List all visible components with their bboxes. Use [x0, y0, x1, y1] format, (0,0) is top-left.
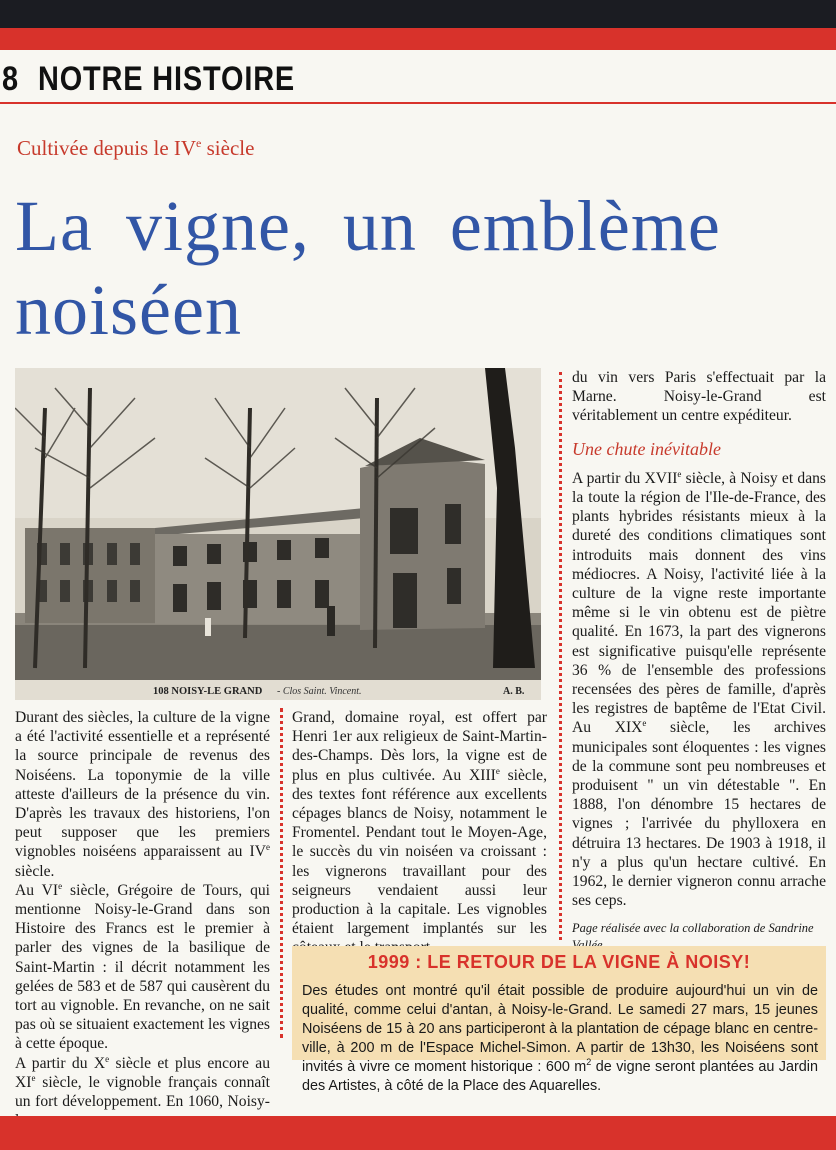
page-number: 8	[2, 60, 19, 98]
photo-caption-right: A. B.	[503, 686, 525, 697]
box-title: 1999 : LE RETOUR DE LA VIGNE À NOISY!	[367, 952, 751, 972]
paragraph: A partir du XVIIe siècle, à Noisy et dans la toute la région de l'Ile-de-France, des plants hybrides résistants mieux à la dureté des conditions climatiques sont introduits mais donnent des vins médiocres. A Noisy, l'activité liée à la culture de la vigne reste importante même si le vin obtenu est de piètre qualité. En 1673, la part des vignerons est significative puisqu'elle représente 36 % de l'ensemble des professions recensées des pères de famille, d'après les registres de baptême de l'Etat Civil. Au XIXe siècle, les archives municipales sont éloquentes : les vignes de la commune sont peu nombreuses et produisent " un vin détestable ". En 1888, l'on dénombre 15 hectares de vignes ; l'arrivée du phylloxera en détruira 13 hectares. De 1903 à 1918, il n'y a plus qu'un hectare cultivé. En 1962, le dernier vigneron connu arrache ses ceps.	[572, 468, 826, 910]
historic-photo	[15, 368, 541, 700]
subheading: Une chute inévitable	[572, 438, 721, 459]
paragraph: Grand, domaine royal, est offert par Henri 1er aux religieux de Saint-Martin-des-Champs. Dès lors, la vigne est de plus en plus cultivée. Au XIIIe siècle, des textes font référence aux excellents cépages blancs de Noisy, notamment le Fromentel. Pendant tout le Moyen-Age, le succès du vin noiséen va croissant : les vignerons travaillant pour des seigneurs vendaient aussi leur production à la capitale. Les vignobles étaient largement implantés sur les	[292, 709, 547, 938]
highlight-box	[292, 946, 826, 1094]
photo-caption-left: 108 NOISY-LE GRAND	[153, 686, 263, 697]
top-red-band	[0, 28, 836, 50]
photo-caption-middle: - Clos Saint. Vincent.	[277, 686, 362, 697]
column-divider-2	[559, 372, 562, 940]
paragraph: Durant des siècles, la culture de la vigne a été l'activité essentielle et a représenté la source principale de revenus des Noiséens. La toponymie de la ville atteste d'ailleurs de la présence du vin. D'après les travaux des historiens, l'on peut supposer que les premiers vignobles noiséens apparaissent au IVe siècle.	[15, 709, 270, 880]
column-divider-1	[280, 708, 283, 1038]
box-text: Des études ont montré qu'il était possible de produire aujourd'hui un vin de qualité, comme celui d'antan, à Noisy-le-Grand. Le samedi 27 mars, 15 jeunes Noiséens de 15 à 20 ans participeront à la plantation de cépage blanc en centre-ville, à 200 m de l'Espace Michel-Simon. A partir de 13h30, les Noiséens sont invités à vivre ce moment historique : 600 $m^2$ de vigne seront plantées au Jardin des Artistes, à côté de la Place des Aquarelles.	[302, 983, 818, 1094]
photo-illustration	[15, 368, 541, 700]
section-title: NOTRE HISTOIRE	[38, 60, 296, 98]
article-column-1	[15, 708, 270, 1130]
article-headline: La vigne, un emblème noiséen	[15, 186, 721, 350]
page-credit: Page réalisée avec la collaboration de Sandrine	[572, 921, 814, 936]
paragraph: A partir du Xe siècle et plus encore au XIe siècle, le vignoble français connaît un fort développement. En 1060, Noisy-	[15, 1053, 270, 1111]
article-column-3	[572, 368, 826, 954]
bottom-red-band	[0, 1116, 836, 1150]
paragraph: du vin vers Paris s'effectuait par la Marne. Noisy-le-Grand est véritablement un centre expéditeur.	[572, 369, 826, 425]
article-kicker: Cultivée depuis le IVe siècle	[17, 136, 255, 160]
top-dark-band	[0, 0, 836, 28]
paragraph: Au VIe siècle, Grégoire de Tours, qui mentionne Noisy-le-Grand dans son Histoire des Francs est le premier à parler des vignes de la basilique de Saint-Martin : il décrit notamment les gelées de 583 et de 587 qui causèrent du tort au vignoble. En revanche, on ne sait pas où se situaient exactement les vignes à cette époque.	[15, 880, 270, 1053]
article-column-2	[292, 708, 547, 958]
header-rule	[0, 102, 836, 104]
